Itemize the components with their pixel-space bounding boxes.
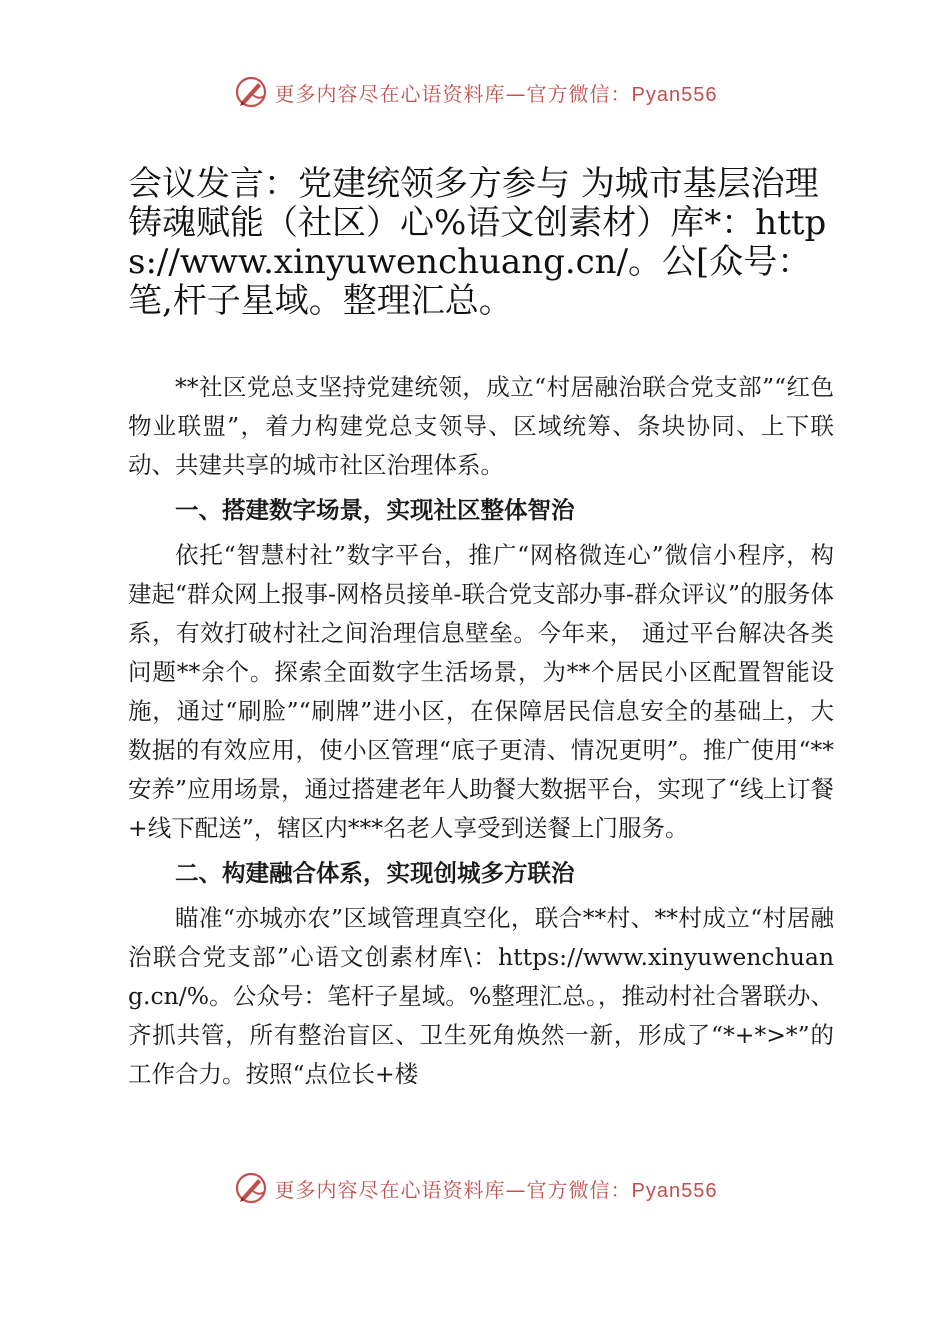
page-title: 会议发言：党建统领多方参与 为城市基层治理铸魂赋能（社区）心%语文创素材）库*：https://www.xinyuwenchuang.cn/。公[众号：笔,杆子星域。整理汇总。 — [128, 164, 827, 321]
section-1-paragraph: 依托“智慧村社”数字平台，推广“网格微连心”微信小程序，构建起“群众网上报事-网格员接单-联合党支部办事-群众评议”的服务体系，有效打破村社之间治理信息壁垒。今年来， 通过平台解决各类问题**余个。探索全面数字生活场景，为**个居民小区配置智能设施，通过“刷脸”“刷牌”进小区，在保障居民信息安全的基础上，大数据的有效应用，使小区管理“底子更清、情况更明”。推广使用“**安养”应用场景，通过搭建老年人助餐大数据平台，实现了“线上订餐+线下配送”，辖区内***名老人享受到送餐上门服务。 — [128, 541, 834, 842]
pen-logo-icon — [233, 1170, 269, 1206]
section-heading-2: 二、构建融合体系，实现创城多方联治 — [175, 859, 575, 887]
pen-logo-icon — [233, 74, 269, 110]
watermark-text: 更多内容尽在心语资料库—官方微信：Pyan556 — [274, 81, 718, 106]
section-2-paragraph: 瞄准“亦城亦农”区域管理真空化，联合**村、**村成立“村居融治联合党支部”心语文创素材库\：https://www.xinyuwenchuang.cn/%。公众号：笔杆子星域。%整理汇总。，推动村社合署联办、齐抓共管，所有整治盲区、卫生死角焕然一新，形成了“*+*>*”的工作合力。按照“点位长+楼 — [128, 904, 834, 1088]
wechat-id: Pyan556 — [631, 83, 718, 106]
section-heading-1: 一、搭建数字场景，实现社区整体智治 — [175, 496, 575, 524]
document-body — [128, 368, 834, 1094]
intro-paragraph: **社区党总支坚持党建统领，成立“村居融治联合党支部”“红色物业联盟”，着力构建党总支领导、区域统筹、条块协同、上下联动、共建共享的城市社区治理体系。 — [128, 373, 834, 479]
watermark-banner-bottom — [0, 1166, 950, 1210]
watermark-banner-top — [0, 70, 950, 114]
wechat-id: Pyan556 — [631, 1179, 718, 1202]
watermark-text: 更多内容尽在心语资料库—官方微信：Pyan556 — [274, 1177, 718, 1202]
